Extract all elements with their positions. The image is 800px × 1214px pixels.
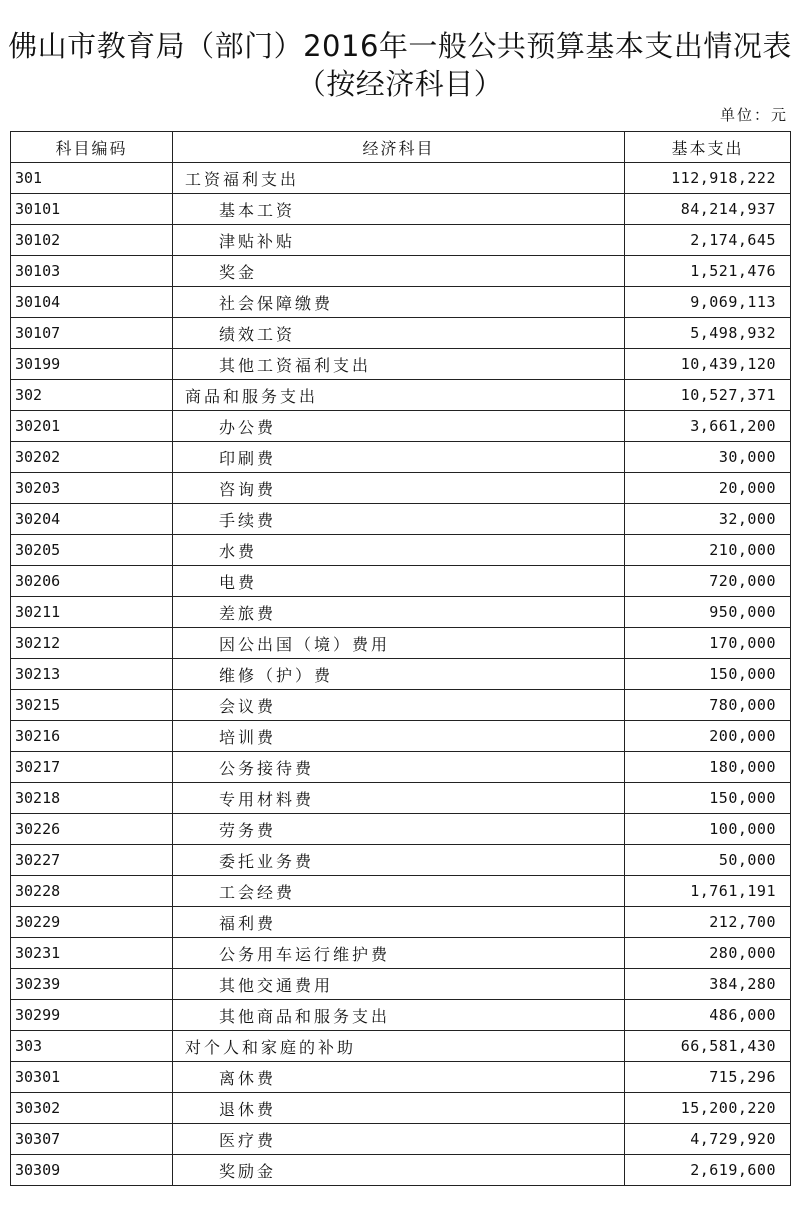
cell-name: 劳务费: [173, 814, 625, 845]
table-row: [11, 566, 791, 597]
cell-name: 咨询费: [173, 473, 625, 504]
cell-amount: 5,498,932: [625, 318, 791, 349]
cell-name: 其他商品和服务支出: [173, 1000, 625, 1031]
cell-amount: 10,527,371: [625, 380, 791, 411]
cell-code: 30216: [11, 721, 173, 752]
cell-name: 其他工资福利支出: [173, 349, 625, 380]
cell-code: 30104: [11, 287, 173, 318]
cell-name: 绩效工资: [173, 318, 625, 349]
table-row: [11, 938, 791, 969]
table-row: [11, 876, 791, 907]
table-row: [11, 814, 791, 845]
cell-amount: 720,000: [625, 566, 791, 597]
cell-name: 公务用车运行维护费: [173, 938, 625, 969]
cell-amount: 2,619,600: [625, 1155, 791, 1186]
cell-name: 因公出国（境）费用: [173, 628, 625, 659]
cell-name: 水费: [173, 535, 625, 566]
table-row: [11, 690, 791, 721]
cell-amount: 212,700: [625, 907, 791, 938]
table-row: [11, 318, 791, 349]
cell-code: 30103: [11, 256, 173, 287]
cell-name: 培训费: [173, 721, 625, 752]
table-row: [11, 194, 791, 225]
table-row: [11, 1093, 791, 1124]
cell-amount: 3,661,200: [625, 411, 791, 442]
cell-code: 30204: [11, 504, 173, 535]
cell-code: 30102: [11, 225, 173, 256]
table-row: [11, 1031, 791, 1062]
cell-code: 30239: [11, 969, 173, 1000]
cell-code: 30211: [11, 597, 173, 628]
page-title: 佛山市教育局（部门）2016年一般公共预算基本支出情况表: [8, 29, 792, 63]
cell-name: 商品和服务支出: [173, 380, 625, 411]
table-row: [11, 752, 791, 783]
table-row: [11, 721, 791, 752]
cell-code: 30229: [11, 907, 173, 938]
cell-amount: 384,280: [625, 969, 791, 1000]
cell-name: 公务接待费: [173, 752, 625, 783]
cell-amount: 112,918,222: [625, 163, 791, 194]
cell-name: 医疗费: [173, 1124, 625, 1155]
table-row: [11, 256, 791, 287]
cell-amount: 20,000: [625, 473, 791, 504]
cell-amount: 950,000: [625, 597, 791, 628]
cell-code: 30203: [11, 473, 173, 504]
table-row: [11, 1155, 791, 1186]
table-row: [11, 1000, 791, 1031]
cell-code: 30309: [11, 1155, 173, 1186]
cell-name: 基本工资: [173, 194, 625, 225]
cell-code: 303: [11, 1031, 173, 1062]
cell-code: 30206: [11, 566, 173, 597]
cell-amount: 15,200,220: [625, 1093, 791, 1124]
cell-name: 奖金: [173, 256, 625, 287]
cell-amount: 715,296: [625, 1062, 791, 1093]
table-body: [11, 163, 791, 1186]
table-row: [11, 969, 791, 1000]
cell-name: 工会经费: [173, 876, 625, 907]
cell-code: 30302: [11, 1093, 173, 1124]
cell-name: 津贴补贴: [173, 225, 625, 256]
cell-amount: 2,174,645: [625, 225, 791, 256]
cell-name: 其他交通费用: [173, 969, 625, 1000]
table-row: [11, 783, 791, 814]
table-row: [11, 907, 791, 938]
cell-code: 30231: [11, 938, 173, 969]
page-subtitle: （按经济科目）: [296, 67, 504, 101]
cell-name: 维修（护）费: [173, 659, 625, 690]
cell-name: 奖励金: [173, 1155, 625, 1186]
cell-amount: 170,000: [625, 628, 791, 659]
cell-amount: 32,000: [625, 504, 791, 535]
cell-code: 30107: [11, 318, 173, 349]
cell-code: 30202: [11, 442, 173, 473]
cell-amount: 4,729,920: [625, 1124, 791, 1155]
table-row: [11, 659, 791, 690]
cell-amount: 280,000: [625, 938, 791, 969]
table-row: [11, 845, 791, 876]
header-code: 科目编码: [11, 132, 173, 163]
cell-code: 30217: [11, 752, 173, 783]
table-row: [11, 1062, 791, 1093]
cell-name: 电费: [173, 566, 625, 597]
table-row: [11, 287, 791, 318]
cell-code: 30101: [11, 194, 173, 225]
cell-name: 离休费: [173, 1062, 625, 1093]
cell-amount: 1,761,191: [625, 876, 791, 907]
cell-name: 印刷费: [173, 442, 625, 473]
cell-code: 30228: [11, 876, 173, 907]
cell-code: 30205: [11, 535, 173, 566]
cell-amount: 84,214,937: [625, 194, 791, 225]
table-row: [11, 473, 791, 504]
cell-name: 办公费: [173, 411, 625, 442]
cell-code: 30199: [11, 349, 173, 380]
cell-code: 30307: [11, 1124, 173, 1155]
cell-amount: 100,000: [625, 814, 791, 845]
table-row: [11, 225, 791, 256]
table-row: [11, 411, 791, 442]
cell-name: 专用材料费: [173, 783, 625, 814]
cell-code: 302: [11, 380, 173, 411]
cell-name: 对个人和家庭的补助: [173, 1031, 625, 1062]
table-row: [11, 504, 791, 535]
cell-name: 手续费: [173, 504, 625, 535]
cell-amount: 150,000: [625, 783, 791, 814]
cell-amount: 210,000: [625, 535, 791, 566]
cell-amount: 150,000: [625, 659, 791, 690]
cell-code: 30227: [11, 845, 173, 876]
cell-code: 30301: [11, 1062, 173, 1093]
cell-amount: 10,439,120: [625, 349, 791, 380]
table-row: [11, 1124, 791, 1155]
cell-name: 工资福利支出: [173, 163, 625, 194]
cell-code: 30201: [11, 411, 173, 442]
header-amount: 基本支出: [625, 132, 791, 163]
cell-amount: 200,000: [625, 721, 791, 752]
budget-table: [10, 131, 791, 1186]
header-name: 经济科目: [173, 132, 625, 163]
unit-label: 单位：元: [719, 106, 788, 124]
cell-code: 30218: [11, 783, 173, 814]
cell-amount: 486,000: [625, 1000, 791, 1031]
cell-amount: 180,000: [625, 752, 791, 783]
table-row: [11, 628, 791, 659]
table-header-row: [11, 132, 791, 163]
cell-code: 30226: [11, 814, 173, 845]
cell-code: 30215: [11, 690, 173, 721]
cell-code: 30299: [11, 1000, 173, 1031]
cell-name: 社会保障缴费: [173, 287, 625, 318]
cell-code: 301: [11, 163, 173, 194]
cell-name: 委托业务费: [173, 845, 625, 876]
table-row: [11, 349, 791, 380]
cell-code: 30212: [11, 628, 173, 659]
cell-name: 福利费: [173, 907, 625, 938]
table-row: [11, 442, 791, 473]
cell-name: 会议费: [173, 690, 625, 721]
cell-amount: 780,000: [625, 690, 791, 721]
table-row: [11, 535, 791, 566]
cell-amount: 9,069,113: [625, 287, 791, 318]
table-row: [11, 163, 791, 194]
cell-code: 30213: [11, 659, 173, 690]
table-row: [11, 380, 791, 411]
cell-name: 退休费: [173, 1093, 625, 1124]
cell-amount: 50,000: [625, 845, 791, 876]
cell-amount: 66,581,430: [625, 1031, 791, 1062]
table-row: [11, 597, 791, 628]
cell-name: 差旅费: [173, 597, 625, 628]
cell-amount: 30,000: [625, 442, 791, 473]
cell-amount: 1,521,476: [625, 256, 791, 287]
